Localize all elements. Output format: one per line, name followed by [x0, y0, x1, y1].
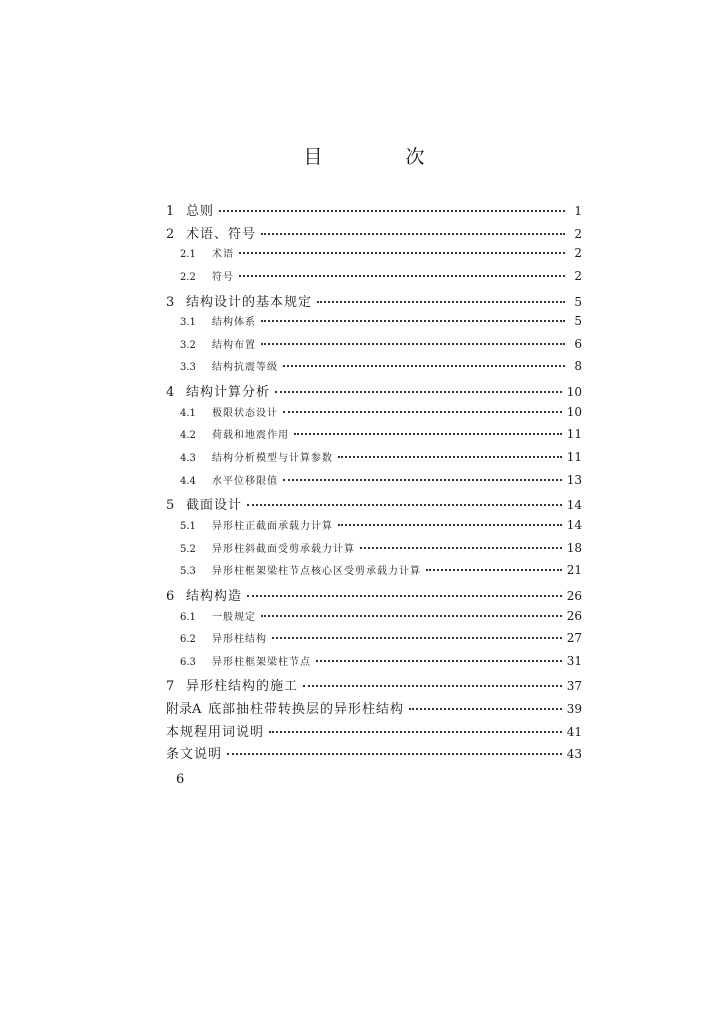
toc-entry-title: 结构计算分析 — [186, 385, 271, 401]
toc-entry-number: 3.3 — [180, 362, 196, 374]
toc-entry-title: 异形柱框架梁柱节点核心区受剪承载力计算 — [212, 566, 421, 578]
toc-entry-number: 4.3 — [180, 453, 196, 465]
toc-entry-title: 极限状态设计 — [212, 407, 278, 419]
toc-entry-page: 21 — [566, 563, 582, 578]
toc-entry-number: 1 — [166, 204, 175, 219]
toc-entry[interactable] — [166, 313, 582, 336]
toc-entry[interactable] — [166, 291, 582, 314]
toc-leader-dots — [338, 456, 562, 458]
toc-leader-dots — [426, 569, 562, 571]
toc-entry-number: 3.1 — [180, 317, 196, 329]
toc-leader-dots — [338, 524, 562, 526]
toc-entry-page: 41 — [566, 724, 582, 739]
toc-entry-number: 6.1 — [180, 611, 196, 623]
toc-entry-number: 5.1 — [180, 520, 196, 532]
toc-entry-page: 14 — [566, 498, 582, 513]
table-of-contents — [166, 200, 582, 766]
toc-entry-page: 10 — [566, 404, 582, 419]
toc-entry-number: 5 — [166, 498, 175, 514]
toc-entry-page: 31 — [566, 653, 582, 668]
toc-entry[interactable] — [166, 608, 582, 631]
toc-entry-page: 5 — [574, 294, 582, 309]
toc-entry-title: 条文说明 — [166, 747, 223, 763]
toc-entry-title: 异形柱结构 — [212, 634, 267, 646]
toc-entry-title: 结构体系 — [212, 317, 256, 329]
page-number: 6 — [176, 772, 185, 787]
toc-entry-title: 结构布置 — [212, 339, 256, 351]
toc-entry-page: 1 — [574, 204, 582, 218]
toc-entry[interactable] — [166, 381, 582, 404]
toc-leader-dots — [283, 411, 562, 413]
toc-entry[interactable] — [166, 698, 582, 721]
toc-entry[interactable] — [166, 358, 582, 381]
toc-entry-number: 4.2 — [180, 430, 196, 442]
toc-entry[interactable] — [166, 336, 582, 359]
toc-entry-title: 截面设计 — [186, 498, 243, 514]
toc-entry-page: 8 — [574, 359, 582, 374]
toc-entry-number: 6.3 — [180, 656, 196, 668]
toc-entry-number: 4.4 — [180, 475, 196, 487]
toc-entry-title: 异形柱正截面承载力计算 — [212, 520, 333, 532]
toc-entry-number: 3 — [166, 294, 175, 310]
toc-leader-dots — [294, 433, 562, 435]
toc-entry-title: 异形柱结构的施工 — [186, 679, 299, 695]
toc-entry-title: 结构设计的基本规定 — [186, 294, 313, 310]
toc-entry-number: 附录A — [166, 702, 202, 718]
toc-entry-page: 43 — [566, 747, 582, 762]
toc-leader-dots — [283, 365, 565, 367]
toc-entry-page: 18 — [566, 540, 582, 555]
toc-leader-dots — [247, 504, 562, 506]
toc-entry[interactable] — [166, 449, 582, 472]
toc-leader-dots — [316, 660, 562, 662]
toc-entry-page: 37 — [566, 679, 582, 694]
toc-entry-title: 荷载和地震作用 — [212, 430, 289, 442]
toc-leader-dots — [261, 615, 562, 617]
toc-leader-dots — [283, 479, 562, 481]
toc-leader-dots — [261, 233, 565, 235]
toc-entry[interactable] — [166, 223, 582, 246]
toc-entry-page: 26 — [566, 588, 582, 603]
toc-entry[interactable] — [166, 653, 582, 676]
toc-entry-page: 6 — [574, 336, 582, 351]
toc-leader-dots — [317, 301, 565, 303]
toc-entry-page: 14 — [566, 517, 582, 532]
toc-entry-title: 底部抽柱带转换层的异形柱结构 — [208, 702, 405, 718]
toc-entry-title: 水平位移限值 — [212, 475, 278, 487]
toc-leader-dots — [261, 343, 565, 345]
toc-leader-dots — [275, 391, 562, 393]
toc-entry-title: 术语 — [212, 249, 234, 261]
toc-entry-title: 术语、符号 — [186, 226, 257, 242]
toc-entry[interactable] — [166, 721, 582, 744]
toc-entry-title: 本规程用词说明 — [166, 724, 265, 740]
toc-entry[interactable] — [166, 585, 582, 608]
toc-entry[interactable] — [166, 630, 582, 653]
toc-entry-page: 5 — [574, 314, 582, 329]
toc-entry[interactable] — [166, 472, 582, 495]
toc-entry[interactable] — [166, 675, 582, 698]
toc-entry-title: 结构抗震等级 — [212, 362, 278, 374]
toc-entry[interactable] — [166, 562, 582, 585]
toc-entry-page: 2 — [574, 246, 582, 261]
toc-entry-page: 10 — [566, 385, 582, 400]
toc-leader-dots — [219, 210, 565, 212]
page-title: 目 次 — [303, 146, 457, 168]
toc-entry-number: 7 — [166, 679, 175, 695]
toc-entry-page: 2 — [574, 268, 582, 283]
toc-entry[interactable] — [166, 245, 582, 268]
toc-entry-title: 异形柱斜截面受剪承载力计算 — [212, 543, 355, 555]
toc-entry-number: 2 — [166, 226, 175, 242]
toc-leader-dots — [227, 753, 562, 755]
toc-entry[interactable] — [166, 268, 582, 291]
toc-entry-number: 4.1 — [180, 407, 196, 419]
toc-entry[interactable] — [166, 200, 582, 223]
toc-entry-number: 6 — [166, 588, 175, 604]
toc-entry-number: 3.2 — [180, 339, 196, 351]
toc-entry-title: 结构分析模型与计算参数 — [212, 453, 333, 465]
toc-entry-page: 26 — [566, 608, 582, 623]
toc-leader-dots — [409, 708, 562, 710]
toc-leader-dots — [247, 595, 562, 597]
toc-entry-number: 5.2 — [180, 543, 196, 555]
toc-leader-dots — [239, 275, 565, 277]
toc-entry-title: 符号 — [212, 271, 234, 283]
toc-entry-page: 11 — [566, 450, 582, 465]
toc-entry-title: 结构构造 — [186, 588, 243, 604]
toc-entry-number: 2.2 — [180, 271, 196, 283]
toc-leader-dots — [269, 731, 562, 733]
toc-entry-page: 39 — [566, 702, 582, 717]
toc-leader-dots — [303, 685, 562, 687]
toc-leader-dots — [239, 252, 565, 254]
toc-leader-dots — [261, 320, 565, 322]
toc-entry[interactable] — [166, 517, 582, 540]
toc-entry-title: 异形柱框架梁柱节点 — [212, 656, 311, 668]
toc-entry-page: 2 — [574, 226, 582, 241]
toc-entry[interactable] — [166, 404, 582, 427]
toc-leader-dots — [272, 637, 562, 639]
toc-entry[interactable] — [166, 494, 582, 517]
toc-entry-page: 13 — [566, 472, 582, 487]
toc-entry[interactable] — [166, 540, 582, 563]
toc-entry-number: 6.2 — [180, 634, 196, 646]
toc-entry-title: 总则 — [186, 204, 215, 219]
toc-entry-number: 4 — [166, 385, 175, 401]
toc-leader-dots — [360, 547, 562, 549]
toc-entry-number: 5.3 — [180, 566, 196, 578]
toc-entry-page: 11 — [566, 427, 582, 442]
toc-entry-number: 2.1 — [180, 249, 196, 261]
toc-entry-page: 27 — [566, 631, 582, 646]
toc-entry[interactable] — [166, 426, 582, 449]
toc-entry-title: 一般规定 — [212, 611, 256, 623]
toc-entry[interactable] — [166, 743, 582, 766]
